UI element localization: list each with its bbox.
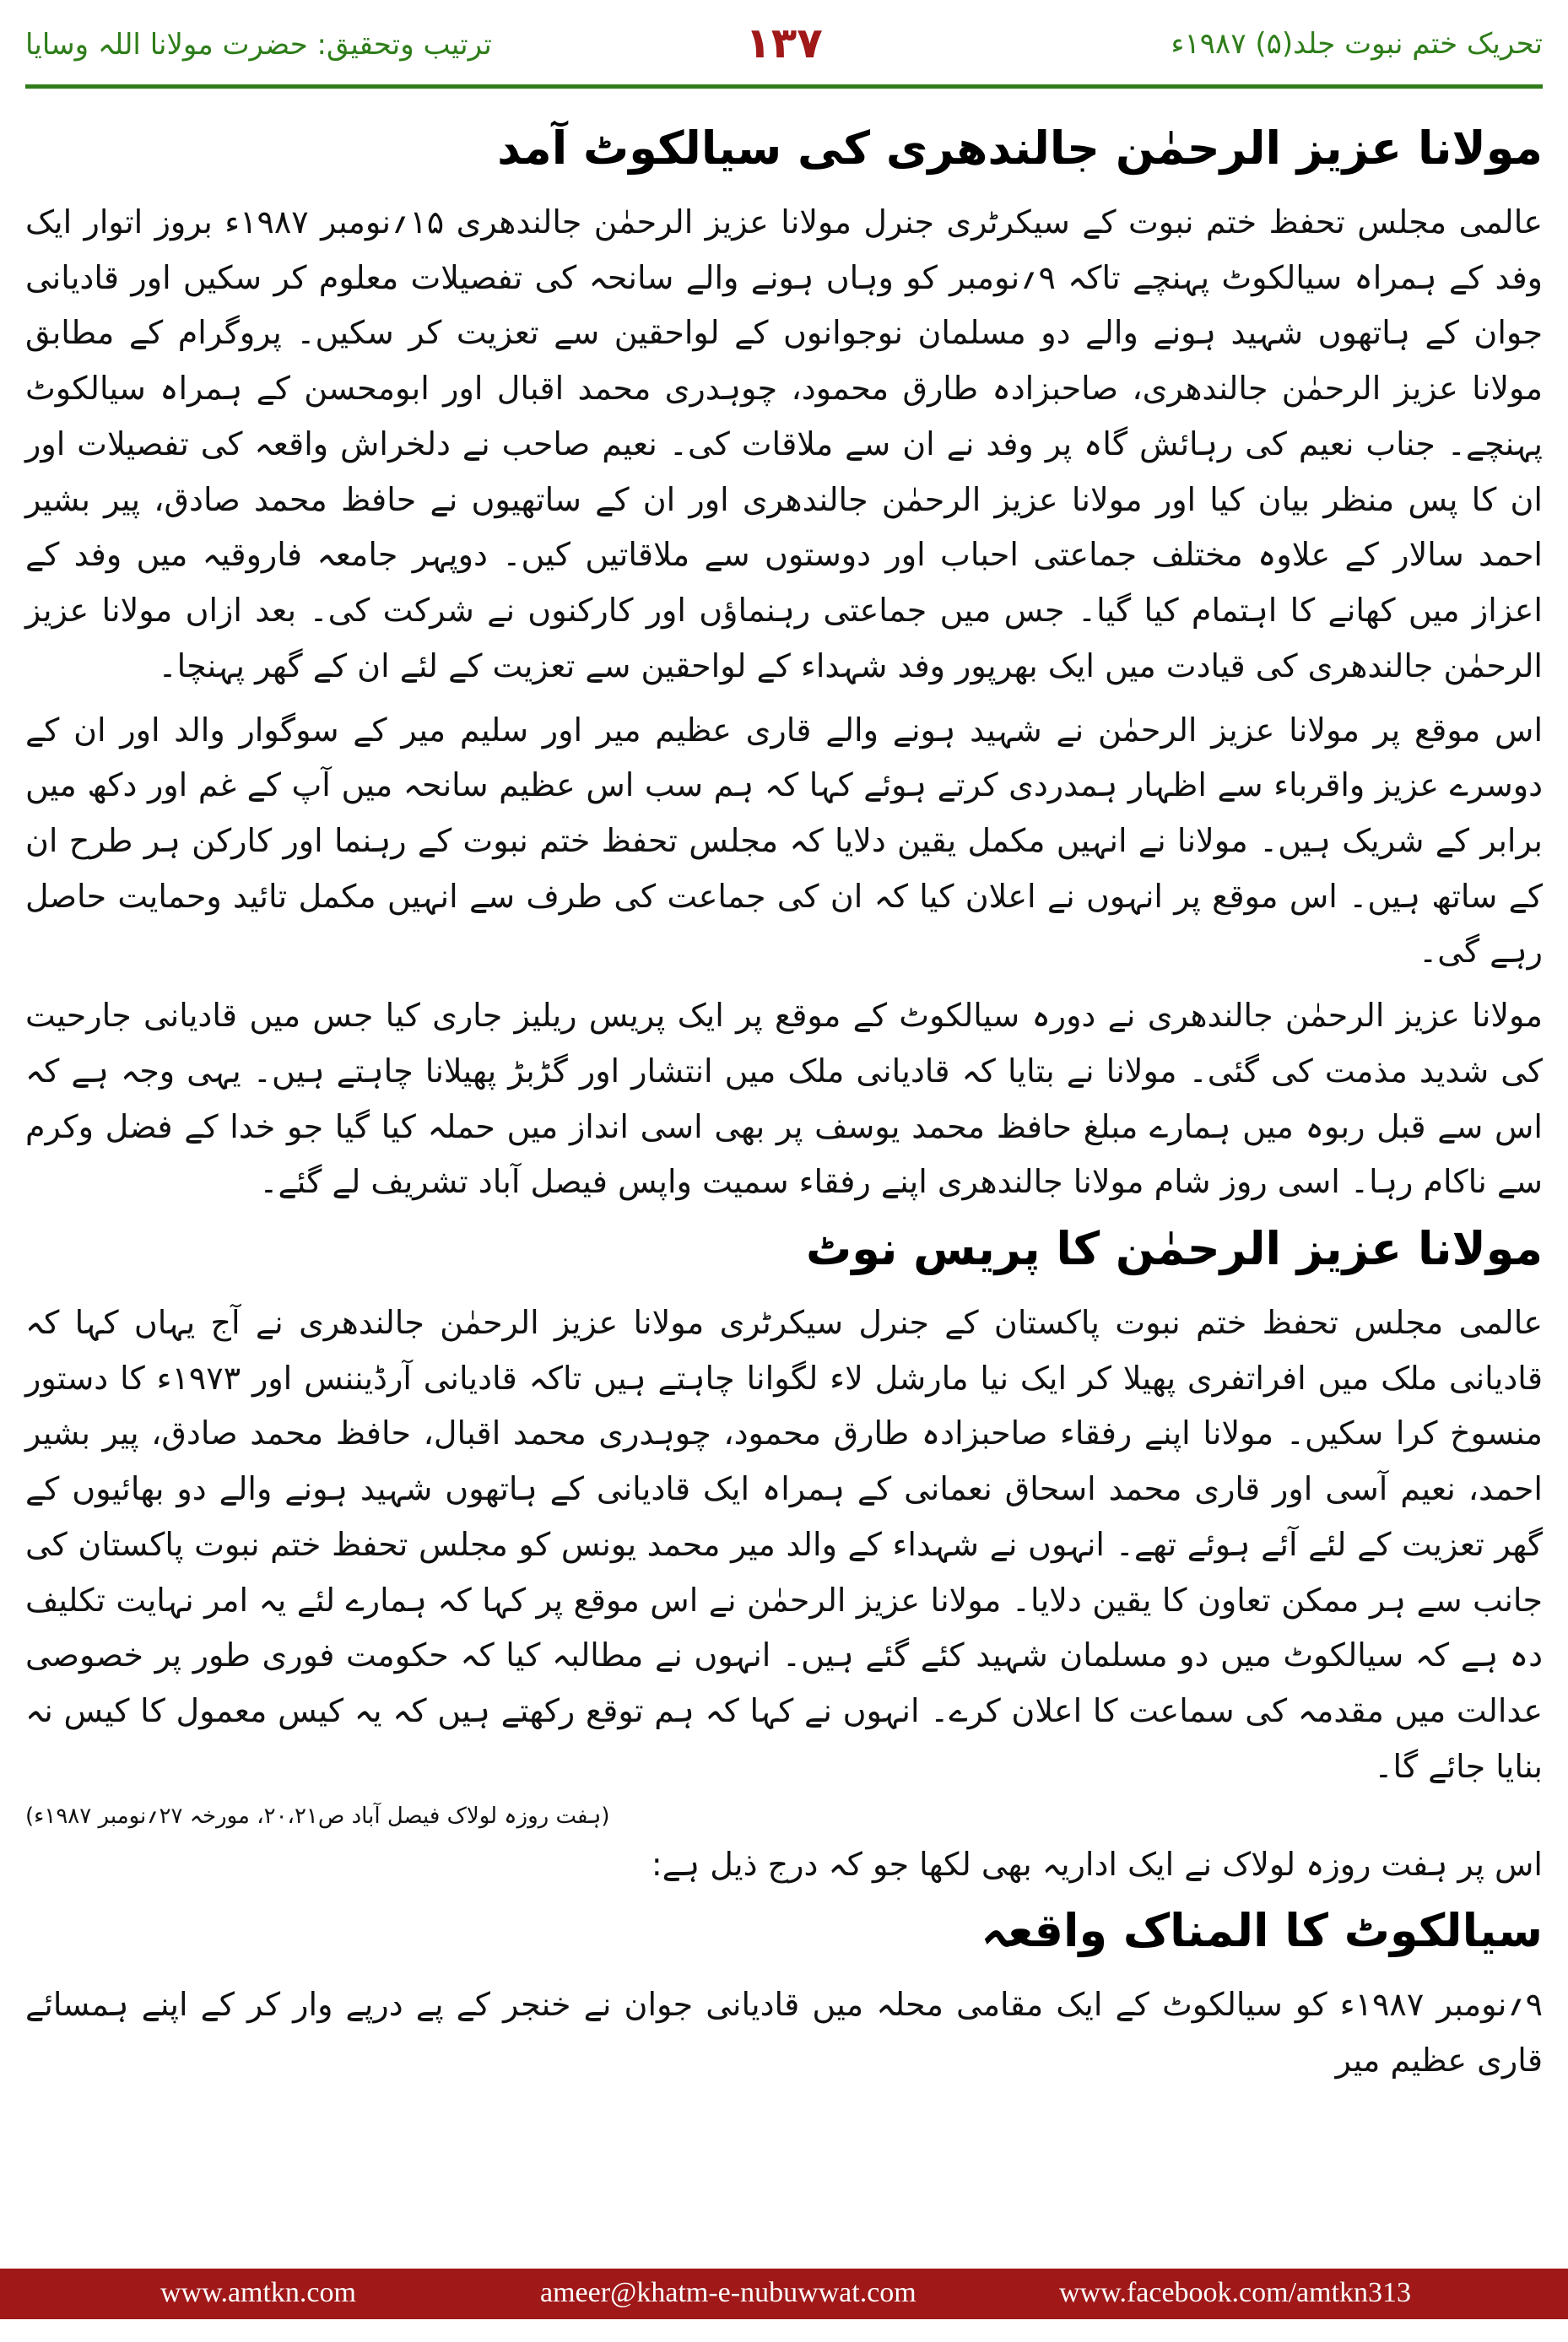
header-divider bbox=[25, 84, 1543, 89]
facebook-link[interactable]: www.facebook.com/amtkn313 bbox=[1059, 2277, 1412, 2308]
page-header bbox=[0, 0, 1568, 93]
header-compiler: ترتیب وتحقیق: حضرت مولانا اللہ وسایا bbox=[25, 28, 492, 62]
section-title-sialkot-visit: مولانا عزیز الرحمٰن جالندھری کی سیالکوٹ آمد bbox=[497, 122, 1543, 175]
page-number: ۱۳۷ bbox=[745, 19, 823, 68]
editorial-note: اس پر ہفت روزہ لولاک نے ایک اداریہ بھی لکھا جو کہ درج ذیل ہے: bbox=[651, 1845, 1543, 1883]
citation: (ہفت روزہ لولاک فیصل آباد ص۲۰،۲۱، مورخہ ۲۷؍نومبر ۱۹۸۷ء) bbox=[25, 1803, 610, 1829]
page-footer bbox=[0, 2269, 1568, 2319]
paragraph: اس موقع پر مولانا عزیز الرحمٰن نے شہید ہونے والے قاری عظیم میر اور سلیم میر کے سوگوار والد اور ان کے دوسرے عزیز واقرباء سے اظہار ہمدردی کرتے ہوئے کہا کہ ہم سب اس عظیم سانحہ میں آپ کے غم اور دکھ میں برابر کے شریک ہیں۔ مولانا نے انہیں مکمل یقین دلایا کہ مجلس تحفظ ختم نبوت کے رہنما اور کارکن ہر طرح ان کے ساتھ ہیں۔ اس موقع پر انہوں نے اعلان کیا کہ ان کی جماعت کی طرف سے انہیں مکمل تائید وحمایت حاصل رہے گی۔ bbox=[25, 711, 1543, 971]
paragraph: عالمی مجلس تحفظ ختم نبوت کے سیکرٹری جنرل مولانا عزیز الرحمٰن جالندھری ۱۵؍نومبر ۱۹۸۷ء بروز اتوار ایک وفد کے ہمراہ سیالکوٹ پہنچے تاکہ ۹؍نومبر کو وہاں ہونے والے سانحہ کی تفصیلات معلوم کر سکیں اور قادیانی جوان کے ہاتھوں شہید ہونے والے دو مسلمان نوجوانوں کے لواحقین سے تعزیت کر سکیں۔ پروگرام کے مطابق مولانا عزیز الرحمٰن جالندھری، صاحبزادہ طارق محمود، چوہدری محمد اقبال اور ابومحسن کے ہمراہ سیالکوٹ پہنچے۔ جناب نعیم کی رہائش گاہ پر وفد نے ان سے ملاقات کی۔ نعیم صاحب نے دلخراش واقعہ کی تفصیلات اور ان کا پس منظر بیان کیا اور مولانا عزیز الرحمٰن جالندھری اور ان کے ساتھیوں نے حافظ محمد صادق، پیر بشیر احمد سالار کے علاوہ مختلف جماعتی احباب اور دوستوں سے ملاقاتیں کیں۔ دوپہر جامعہ فاروقیہ میں وفد کے اعزاز میں کھانے کا اہتمام کیا گیا۔ جس میں جماعتی رہنماؤں اور کارکنوں نے شرکت کی۔ بعد ازاں مولانا عزیز الرحمٰن جالندھری کی قیادت میں ایک بھرپور وفد شہداء کے لواحقین سے تعزیت کے لئے ان کے گھر پہنچا۔ bbox=[25, 203, 1543, 684]
website-link[interactable]: www.amtkn.com bbox=[160, 2277, 356, 2308]
paragraph: عالمی مجلس تحفظ ختم نبوت پاکستان کے جنرل سیکرٹری مولانا عزیز الرحمٰن جالندھری نے آج یہاں کہا کہ قادیانی ملک میں افراتفری پھیلا کر ایک نیا مارشل لاء لگوانا چاہتے ہیں تاکہ قادیانی آرڈیننس اور ۱۹۷۳ء کا دستور منسوخ کرا سکیں۔ مولانا اپنے رفقاء صاحبزادہ طارق محمود، چوہدری محمد اقبال، حافظ محمد صادق، پیر بشیر احمد، نعیم آسی اور قاری محمد اسحاق نعمانی کے ہمراہ ایک قادیانی کے ہاتھوں شہید ہونے والے دو بھائیوں کے گھر تعزیت کے لئے آئے ہوئے تھے۔ انہوں نے شہداء کے والد میر محمد یونس کو مجلس تحفظ ختم نبوت پاکستان کی جانب سے ہر ممکن تعاون کا یقین دلایا۔ مولانا عزیز الرحمٰن نے اس موقع پر کہا کہ ہمارے لئے یہ امر نہایت تکلیف دہ ہے کہ سیالکوٹ میں دو مسلمان شہید کئے گئے ہیں۔ انہوں نے مطالبہ کیا کہ حکومت فوری طور پر خصوصی عدالت میں مقدمہ کی سماعت کا اعلان کرے۔ انہوں نے کہا کہ ہم توقع رکھتے ہیں کہ یہ کیس معمول کا کیس نہ بنایا جائے گا۔ bbox=[25, 1304, 1543, 1785]
email-link[interactable]: ameer@khatm-e-nubuwwat.com bbox=[540, 2277, 916, 2308]
paragraph: ۹؍نومبر ۱۹۸۷ء کو سیالکوٹ کے ایک مقامی محلہ میں قادیانی جوان نے خنجر کے پے درپے وار کر کے اپنے ہمسائے قاری عظیم میر bbox=[25, 1986, 1544, 2079]
paragraph: مولانا عزیز الرحمٰن جالندھری نے دورہ سیالکوٹ کے موقع پر ایک پریس ریلیز جاری کیا جس میں قادیانی جارحیت کی شدید مذمت کی گئی۔ مولانا نے بتایا کہ قادیانی ملک میں انتشار اور گڑبڑ پھیلانا چاہتے ہیں۔ یہی وجہ ہے کہ اس سے قبل ربوہ میں ہمارے مبلغ حافظ محمد یوسف پر بھی اسی انداز میں حملہ کیا گیا جو خدا کے فضل وکرم سے ناکام رہا۔ اسی روز شام مولانا جالندھری اپنے رفقاء سمیت واپس فیصل آباد تشریف لے گئے۔ bbox=[25, 997, 1543, 1201]
section-title-tragic-incident: سیالکوٹ کا المناک واقعہ bbox=[981, 1904, 1543, 1958]
header-book-title: تحریک ختم نبوت جلد(۵) ۱۹۸۷ء bbox=[1171, 27, 1543, 61]
page-body bbox=[25, 118, 1543, 2211]
section-title-press-note: مولانا عزیز الرحمٰن کا پریس نوٹ bbox=[805, 1222, 1543, 1276]
